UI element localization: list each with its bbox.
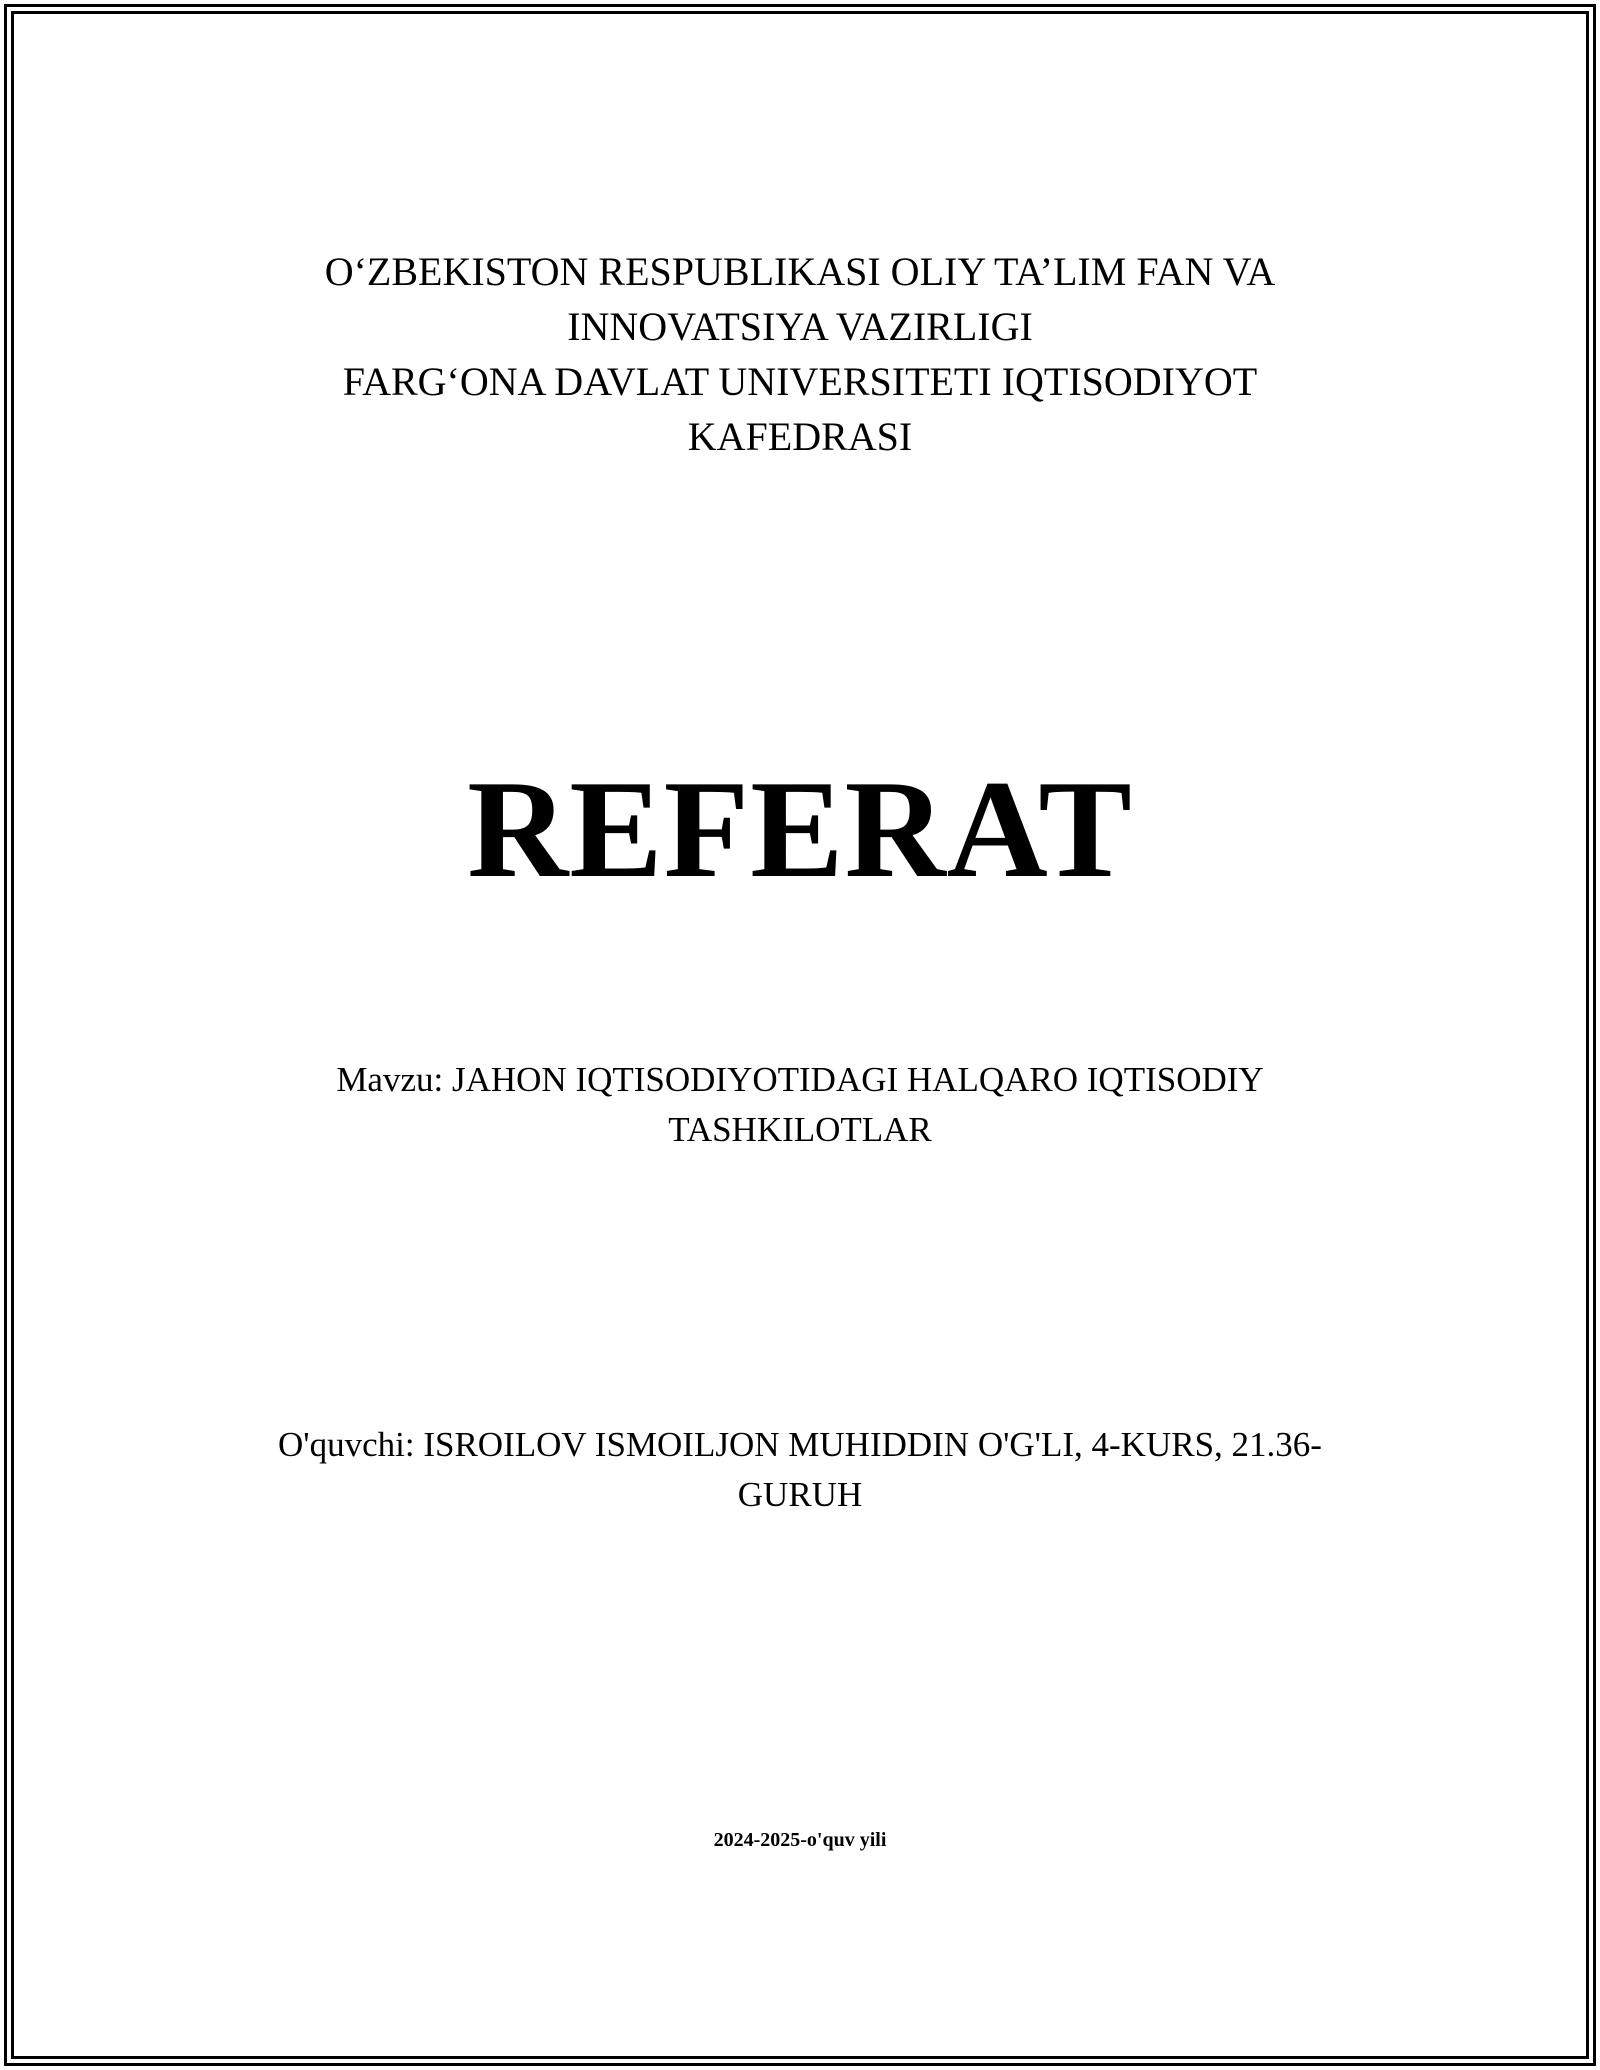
academic-year: 2024-2025-o'quv yili <box>713 1829 887 1851</box>
topic-line: TASHKILOTLAR <box>668 1110 932 1149</box>
topic-line: Mavzu: JAHON IQTISODIYOTIDAGI HALQARO IQTISODIY <box>336 1060 1264 1099</box>
student-section <box>0 1420 1600 1520</box>
document-title: REFERAT <box>467 752 1133 907</box>
header-line: FARG‘ONA DAVLAT UNIVERSITETI IQTISODIYOT <box>342 359 1258 404</box>
topic-section <box>0 1055 1600 1155</box>
student-line: O'quvchi: ISROILOV ISMOILJON MUHIDDIN O'G'LI, 4-KURS, 21.36- <box>278 1425 1322 1464</box>
header-line: O‘ZBEKISTON RESPUBLIKASI OLIY TA’LIM FAN VA <box>324 249 1276 294</box>
student-line: GURUH <box>737 1475 863 1514</box>
header-line: INNOVATSIYA VAZIRLIGI <box>567 304 1033 349</box>
header-line: KAFEDRASI <box>687 414 913 459</box>
institution-header <box>0 244 1600 464</box>
